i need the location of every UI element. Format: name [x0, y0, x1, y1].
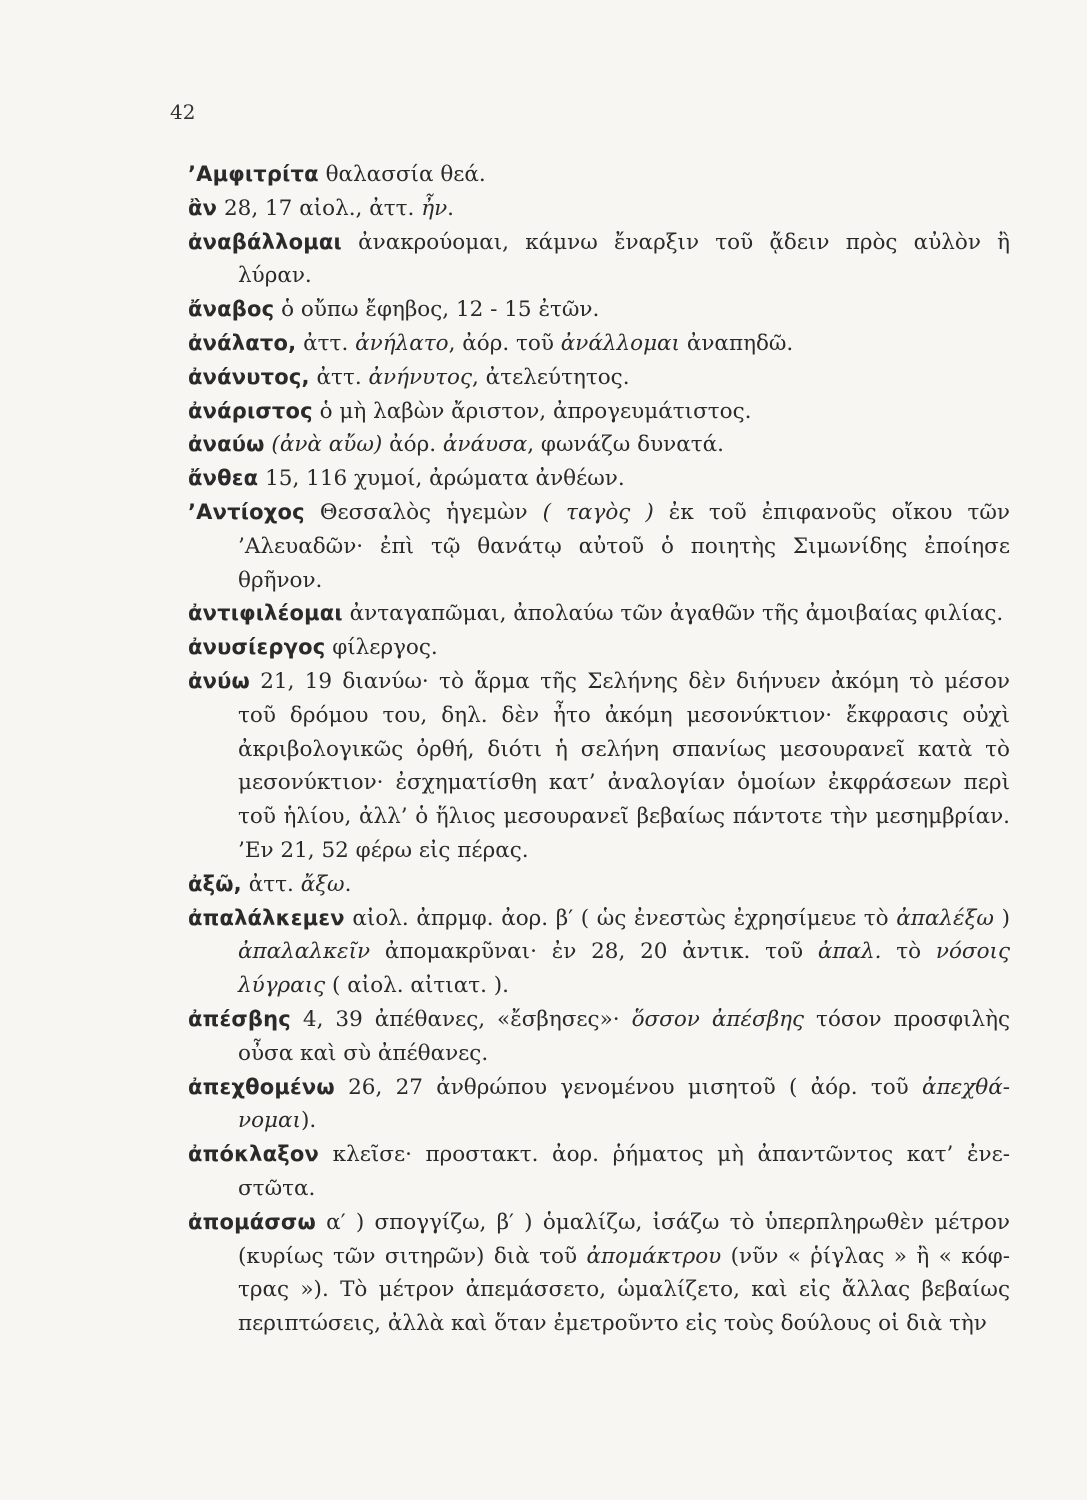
- glossary-entry: [188, 1206, 1010, 1341]
- entry-headword: ἄνθεα: [188, 466, 259, 491]
- entry-headword: ἀπομάσσω: [188, 1209, 316, 1234]
- entry-headword: ἂν: [188, 195, 218, 220]
- glossary-entry: [188, 868, 1010, 902]
- entry-text: ἀνταγαπῶμαι, ἀπολαύω τῶν ἀγαθῶν τῆς ἀμοιβαίας φιλίας.: [342, 601, 1004, 627]
- glossary-entry: [188, 1071, 1010, 1139]
- entry-text: , ἀόρ. τοῦ: [448, 330, 561, 356]
- entry-italic-text: ἀπαλέξω: [896, 905, 994, 931]
- entry-italic-text: ἀπομάκτρου: [586, 1243, 722, 1269]
- entry-text: 28, 17 αἰολ., ἀττ.: [217, 195, 422, 221]
- entry-headword: ἀνάριστος: [188, 398, 313, 423]
- entry-text: ): [993, 905, 1010, 931]
- entry-italic-text: ἀνήλατο: [355, 330, 449, 356]
- entry-headword: ἀπέσβης: [188, 1006, 291, 1031]
- entry-italic-text: ἄξω: [300, 871, 345, 897]
- entry-text: α′ ) σπογγίζω, β′ ) ὁμαλίζω, ἰσάζω τὸ ὑπερπληρωθὲν μέτρον (κυρίως τῶν σιτηρῶν) διὰ τοῦ: [238, 1209, 1010, 1269]
- entry-italic-text: ἀνήνυτος: [368, 364, 473, 390]
- entry-headword: ἀνυσίεργος: [188, 635, 326, 660]
- glossary-entry: [188, 293, 1010, 327]
- glossary-entry: [188, 597, 1010, 631]
- entry-text: αἰολ. ἀπρμφ. ἀορ. β′ ( ὡς ἐνεστὼς ἐχρησίμευε τὸ: [344, 905, 897, 931]
- entry-text: 4, 39 ἀπέθανες, «ἔσβησες»·: [290, 1006, 632, 1032]
- entry-text: 26, 27 ἀνθρώπου γενομένου μισητοῦ ( ἀόρ. τοῦ: [334, 1074, 923, 1100]
- glossary-entry: [188, 226, 1010, 294]
- entry-headword: ἄναβος: [188, 297, 275, 322]
- entry-text: .: [344, 871, 352, 897]
- entry-text: ἀόρ.: [382, 432, 443, 458]
- glossary-entry: [188, 1003, 1010, 1071]
- entry-text: ἀττ.: [296, 330, 356, 356]
- entry-italic-text: νόσοις λύγραις: [238, 939, 1010, 999]
- entry-headword: ἀντιφιλέομαι: [188, 601, 343, 626]
- glossary-entry: [188, 631, 1010, 665]
- entry-italic-text: ἦν: [421, 195, 448, 221]
- entry-text: .: [447, 195, 454, 221]
- entry-text: θαλασσία θεά.: [318, 162, 486, 187]
- entry-italic-text: ἀνάλλομαι: [560, 330, 680, 356]
- glossary-entry: [188, 496, 1010, 597]
- entry-text: τόσον προσφιλὴς οὖσα καὶ σὺ ἀπέθανες.: [238, 1006, 1010, 1066]
- entry-text: ἀναπηδῶ.: [680, 330, 794, 356]
- entry-headword: ἀνάνυτος,: [188, 364, 310, 389]
- entry-headword: ἀναύω: [188, 432, 265, 457]
- entry-text: ἀττ.: [309, 364, 369, 390]
- glossary-entry: [188, 327, 1010, 361]
- entry-italic-text: ( ταγὸς ): [542, 499, 654, 525]
- page-number: 42: [170, 100, 196, 124]
- entry-text: τὸ: [881, 939, 936, 965]
- entry-text: ἀπομακρῦναι· ἐν 28, 20 ἀντικ. τοῦ: [370, 939, 818, 965]
- entry-text: 21, 19 διανύω· τὸ ἅρμα τῆς Σελήνης δὲν διήνυεν ἀκόμη τὸ μέσον τοῦ δρόμου του, δηλ. δὲν ἦτο ἀκόμη μεσονύκτιον· ἔκφρασις οὐχὶ ἀκριβολογικῶς ὀρθή, διότι ἡ σελήνη σπανίως μεσουρανεῖ κατὰ τὸ μεσονύκτιον· ἐσχηματίσθη κατ’ ἀναλογίαν ὁμοίων ἐκφράσεων περὶ τοῦ ἡλίου, ἀλλ’ ὁ ἥλιος μεσουρανεῖ βεβαίως πάντοτε τὴν μεσημβρίαν. ’Εν 21, 52 φέρω εἰς πέρας.: [238, 668, 1010, 863]
- entry-text: ἀττ.: [241, 871, 301, 897]
- entry-italic-text: ἀπεχθάνομαι: [238, 1074, 1010, 1134]
- entry-headword: ἀπαλάλκεμεν: [188, 905, 345, 930]
- entry-headword: ’Αντίοχος: [188, 499, 305, 524]
- entry-text: Θεσσαλὸς ἡγεμὼν: [304, 499, 543, 525]
- entry-italic-text: ἀπαλ.: [817, 939, 882, 965]
- glossary-entry: [188, 428, 1010, 462]
- glossary-entry: [188, 462, 1010, 496]
- entry-italic-text: ὅσσον ἀπέσβης: [631, 1006, 805, 1032]
- glossary-entry: [188, 665, 1010, 868]
- glossary-entry: [188, 1138, 1010, 1206]
- entry-headword: ἀπόκλαξον: [188, 1142, 320, 1167]
- entry-text: , ἀτελεύτητος.: [472, 364, 630, 390]
- entry-text: (νῦν « ῥίγλας » ἢ « κόφτρας »). Τὸ μέτρον ἀπεμάσσετο, ὡμαλίζετο, καὶ εἰς ἄλλας βεβαίως περιπτώσεις, ἀλλὰ καὶ ὅταν ἐμετροῦντο εἰς τοὺς δούλους οἱ διὰ τὴν: [238, 1243, 1010, 1337]
- entry-headword: ἀνύω: [188, 668, 250, 693]
- entry-headword: ἀνάλατο,: [188, 330, 297, 355]
- entry-headword: ἀπεχθομένω: [188, 1074, 335, 1099]
- glossary-entries: [188, 158, 1010, 1341]
- glossary-entry: [188, 902, 1010, 1003]
- entry-italic-text: (ἀνὰ αὔω): [264, 432, 383, 458]
- entry-headword: ἀξῶ,: [188, 871, 242, 896]
- glossary-entry: [188, 158, 1010, 192]
- entry-text: , φωνάζω δυνατά.: [527, 432, 724, 458]
- entry-headword: ’Αμφιτρίτα: [188, 162, 319, 186]
- entry-text: κλεῖσε· προστακτ. ἀορ. ῥήματος μὴ ἀπαντῶντος κατ’ ἐνεστῶτα.: [238, 1142, 1010, 1201]
- glossary-entry: [188, 395, 1010, 429]
- entry-text: ἀνακρούομαι, κάμνω ἔναρξιν τοῦ ᾄδειν πρὸς αὐλὸν ἢ λύραν.: [238, 229, 1010, 289]
- entry-text: φίλεργος.: [325, 635, 438, 661]
- entry-italic-text: ἀπαλαλκεῖν: [238, 939, 371, 965]
- entry-text: ).: [300, 1108, 317, 1134]
- glossary-entry: [188, 361, 1010, 395]
- entry-italic-text: ἀνάυσα: [442, 432, 528, 458]
- entry-text: 15, 116 χυμοί, ἀρώματα ἀνθέων.: [258, 466, 625, 492]
- entry-text: ἐκ τοῦ ἐπιφανοῦς οἴκου τῶν ’Αλευαδῶν· ἐπὶ τῷ θανάτῳ αὐτοῦ ὁ ποιητὴς Σιμωνίδης ἐποίησε θρῆνον.: [238, 499, 1010, 593]
- entry-text: ὁ μὴ λαβὼν ἄριστον, ἀπρογευμάτιστος.: [312, 398, 752, 424]
- entry-text: ὁ οὔπω ἔφηβος, 12 - 15 ἐτῶν.: [274, 297, 600, 323]
- entry-text: ( αἰολ. αἰτιατ. ).: [325, 973, 510, 999]
- entry-headword: ἀναβάλλομαι: [188, 229, 342, 254]
- glossary-entry: [188, 192, 1010, 226]
